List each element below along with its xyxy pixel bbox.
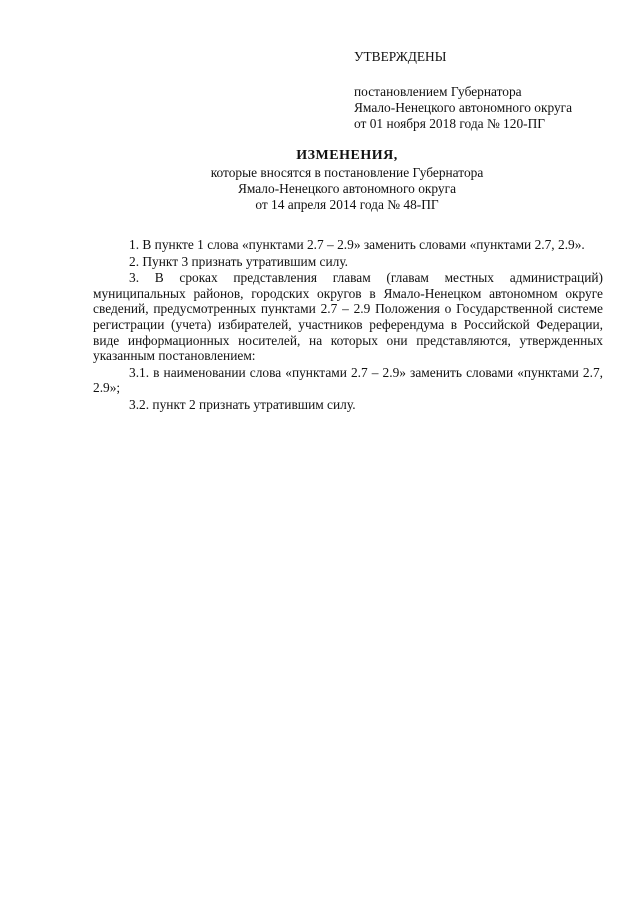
document-title: ИЗМЕНЕНИЯ, [296, 148, 398, 163]
approval-line: постановлением Губернатора [354, 84, 522, 99]
paragraph-2: 2. Пункт 3 признать утратившим силу. [129, 253, 349, 269]
approval-stamp [354, 49, 624, 132]
approval-title: УТВЕРЖДЕНЫ [354, 49, 447, 64]
heading-line: которые вносятся в постановление Губернатора [210, 165, 484, 180]
approval-line: Ямало-Ненецкого автономного округа [354, 100, 573, 115]
heading-line: от 14 апреля 2014 года № 48-ПГ [255, 197, 439, 212]
document-body [93, 237, 603, 414]
approval-line: от 01 ноября 2018 года № 120-ПГ [354, 116, 546, 131]
document-heading [90, 148, 604, 213]
paragraph-3-1: 3.1. в наименовании слова «пунктами 2.7 – 2.9» заменить словами «пунктами 2.7, 2.9»; [93, 364, 603, 396]
heading-line: Ямало-Ненецкого автономного округа [237, 181, 457, 196]
paragraph-1: 1. В пункте 1 слова «пунктами 2.7 – 2.9» заменить словами «пунктами 2.7, 2.9». [129, 237, 585, 252]
paragraph-3-2: 3.2. пункт 2 признать утратившим силу. [129, 396, 356, 412]
paragraph-3: 3. В сроках представления главам (главам местных администраций) муниципальных районов, городских округов в Ямало-Ненецком автономном округе сведений, предусмотренных пунктами 2.7 – 2.9 Положения о Государственной системе регистрации (учета) избирателей, участников референдума в Российской Федерации, виде информационных носителей, на которых они представляются, утвержденных указанным постановлением: [93, 270, 603, 364]
